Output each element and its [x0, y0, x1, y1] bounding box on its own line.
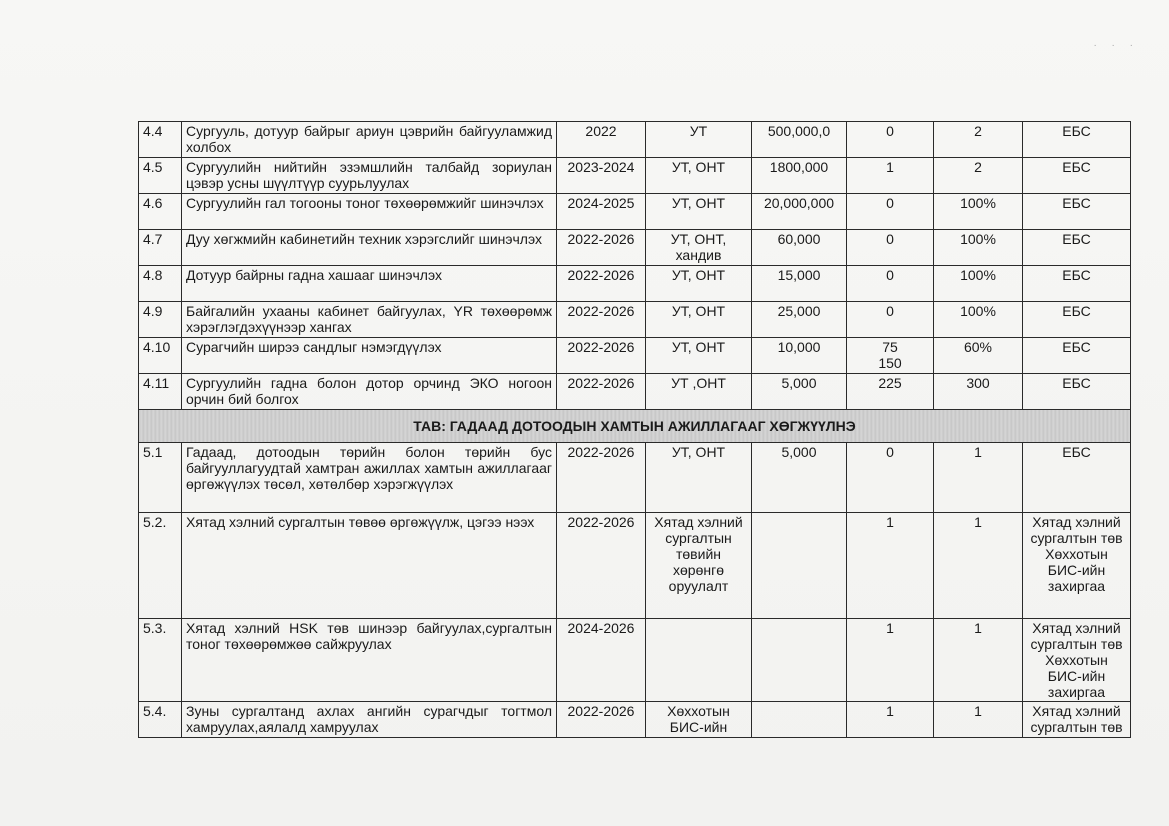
source-cell: ЕБС [1023, 374, 1131, 410]
responsible-cell: УТ, ОНТ [646, 194, 752, 230]
activity-description: Зуны сургалтанд ахлах ангийн сурагчдыг тогтмол хамруулах,аялалд хамруулах [182, 702, 557, 738]
budget-cell [752, 702, 847, 738]
activity-description: Сурагчийн ширээ сандлыг нэмэгдүүлэх [182, 338, 557, 374]
table-row [139, 302, 1131, 338]
table-row [139, 513, 1131, 619]
target-cell: 100% [934, 230, 1023, 266]
table-row [139, 230, 1131, 266]
activity-description: Дуу хөгжмийн кабинетийн техник хэрэгслийг шинэчлэх [182, 230, 557, 266]
row-number: 4.5 [139, 158, 182, 194]
responsible-cell: УТ, ОНТ [646, 443, 752, 513]
responsible-cell [646, 619, 752, 702]
target-cell: 60% [934, 338, 1023, 374]
table-row [139, 443, 1131, 513]
budget-cell: 500,000,0 [752, 122, 847, 158]
baseline-cell: 75 150 [847, 338, 934, 374]
year-cell: 2022-2026 [557, 443, 646, 513]
target-cell: 2 [934, 122, 1023, 158]
table-row [139, 374, 1131, 410]
budget-cell [752, 619, 847, 702]
responsible-cell: УТ, ОНТ [646, 266, 752, 302]
table-row [139, 194, 1131, 230]
year-cell: 2022 [557, 122, 646, 158]
row-number: 4.9 [139, 302, 182, 338]
row-number: 4.6 [139, 194, 182, 230]
baseline-cell: 0 [847, 443, 934, 513]
source-cell: ЕБС [1023, 158, 1131, 194]
activity-description: Дотуур байрны гадна хашааг шинэчлэх [182, 266, 557, 302]
activity-description: Сургуулийн нийтийн эзэмшлийн талбайд зориулан цэвэр усны шүүлтүүр суурьлуулах [182, 158, 557, 194]
source-cell: ЕБС [1023, 338, 1131, 374]
table-row [139, 338, 1131, 374]
target-cell: 1 [934, 443, 1023, 513]
activity-description: Байгалийн ухааны кабинет байгуулах, YR төхөөрөмж хэрэглэгдэхүүнээр хангах [182, 302, 557, 338]
year-cell: 2022-2026 [557, 702, 646, 738]
row-number: 4.8 [139, 266, 182, 302]
table-row [139, 266, 1131, 302]
baseline-cell: 0 [847, 194, 934, 230]
action-plan-table [138, 121, 1131, 738]
budget-cell: 15,000 [752, 266, 847, 302]
target-cell: 1 [934, 513, 1023, 619]
row-number: 5.1 [139, 443, 182, 513]
row-number: 4.7 [139, 230, 182, 266]
baseline-cell: 0 [847, 266, 934, 302]
target-cell: 300 [934, 374, 1023, 410]
responsible-cell: Хөххотын БИС-ийн [646, 702, 752, 738]
table-row [139, 158, 1131, 194]
source-cell: ЕБС [1023, 194, 1131, 230]
responsible-cell: Хятад хэлний сургалтын төвийн хөрөнгө оруулалт [646, 513, 752, 619]
baseline-cell: 1 [847, 158, 934, 194]
activity-description: Хятад хэлний HSK төв шинээр байгуулах,сургалтын тоног төхөөрөмжөө сайжруулах [182, 619, 557, 702]
source-cell: ЕБС [1023, 443, 1131, 513]
target-cell: 2 [934, 158, 1023, 194]
baseline-cell: 0 [847, 302, 934, 338]
year-cell: 2022-2026 [557, 302, 646, 338]
year-cell: 2022-2026 [557, 230, 646, 266]
baseline-cell: 0 [847, 230, 934, 266]
responsible-cell: УТ, ОНТ [646, 338, 752, 374]
budget-cell: 20,000,000 [752, 194, 847, 230]
activity-description: Сургуулийн гадна болон дотор орчинд ЭКО ногоон орчин бий болгох [182, 374, 557, 410]
responsible-cell: УТ, ОНТ [646, 158, 752, 194]
budget-cell: 10,000 [752, 338, 847, 374]
table-row [139, 619, 1131, 702]
source-cell: Хятад хэлний сургалтын төв [1023, 702, 1131, 738]
year-cell: 2024-2025 [557, 194, 646, 230]
source-cell: ЕБС [1023, 230, 1131, 266]
activity-description: Хятад хэлний сургалтын төвөө өргөжүүлж, цэгээ нээх [182, 513, 557, 619]
baseline-cell: 0 [847, 122, 934, 158]
responsible-cell: УТ, ОНТ [646, 302, 752, 338]
target-cell: 1 [934, 619, 1023, 702]
row-number: 5.2. [139, 513, 182, 619]
budget-cell: 1800,000 [752, 158, 847, 194]
baseline-cell: 225 [847, 374, 934, 410]
section-header-row [139, 410, 1131, 443]
baseline-cell: 1 [847, 619, 934, 702]
target-cell: 100% [934, 266, 1023, 302]
year-cell: 2024-2026 [557, 619, 646, 702]
year-cell: 2022-2026 [557, 338, 646, 374]
budget-cell: 5,000 [752, 374, 847, 410]
responsible-cell: УТ, ОНТ, хандив [646, 230, 752, 266]
row-number: 4.4 [139, 122, 182, 158]
budget-cell [752, 513, 847, 619]
responsible-cell: УТ [646, 122, 752, 158]
table-row [139, 702, 1131, 738]
year-cell: 2022-2026 [557, 266, 646, 302]
budget-cell: 25,000 [752, 302, 847, 338]
target-cell: 100% [934, 194, 1023, 230]
budget-cell: 60,000 [752, 230, 847, 266]
baseline-cell: 1 [847, 702, 934, 738]
activity-description: Сургууль, дотуур байрыг ариун цэврийн байгууламжид холбох [182, 122, 557, 158]
year-cell: 2023-2024 [557, 158, 646, 194]
section-title: ТАВ: ГАДААД ДОТООДЫН ХАМТЫН АЖИЛЛАГААГ ХӨГЖҮҮЛНЭ [139, 410, 1131, 443]
source-cell: Хятад хэлний сургалтын төв Хөххотын БИС-ийн захиргаа [1023, 619, 1131, 702]
responsible-cell: УТ ,ОНТ [646, 374, 752, 410]
row-number: 4.11 [139, 374, 182, 410]
row-number: 5.3. [139, 619, 182, 702]
source-cell: ЕБС [1023, 266, 1131, 302]
row-number: 4.10 [139, 338, 182, 374]
scan-marks: · · · [1093, 40, 1139, 51]
year-cell: 2022-2026 [557, 374, 646, 410]
target-cell: 1 [934, 702, 1023, 738]
source-cell: Хятад хэлний сургалтын төв Хөххотын БИС-ийн захиргаа [1023, 513, 1131, 619]
row-number: 5.4. [139, 702, 182, 738]
year-cell: 2022-2026 [557, 513, 646, 619]
source-cell: ЕБС [1023, 302, 1131, 338]
source-cell: ЕБС [1023, 122, 1131, 158]
activity-description: Гадаад, дотоодын төрийн болон төрийн бус байгууллагуудтай хамтран ажиллах хамтын ажиллагааг өргөжүүлэх төсөл, хөтөлбөр хэрэгжүүлэх [182, 443, 557, 513]
budget-cell: 5,000 [752, 443, 847, 513]
activity-description: Сургуулийн гал тогооны тоног төхөөрөмжийг шинэчлэх [182, 194, 557, 230]
table-row [139, 122, 1131, 158]
baseline-cell: 1 [847, 513, 934, 619]
target-cell: 100% [934, 302, 1023, 338]
